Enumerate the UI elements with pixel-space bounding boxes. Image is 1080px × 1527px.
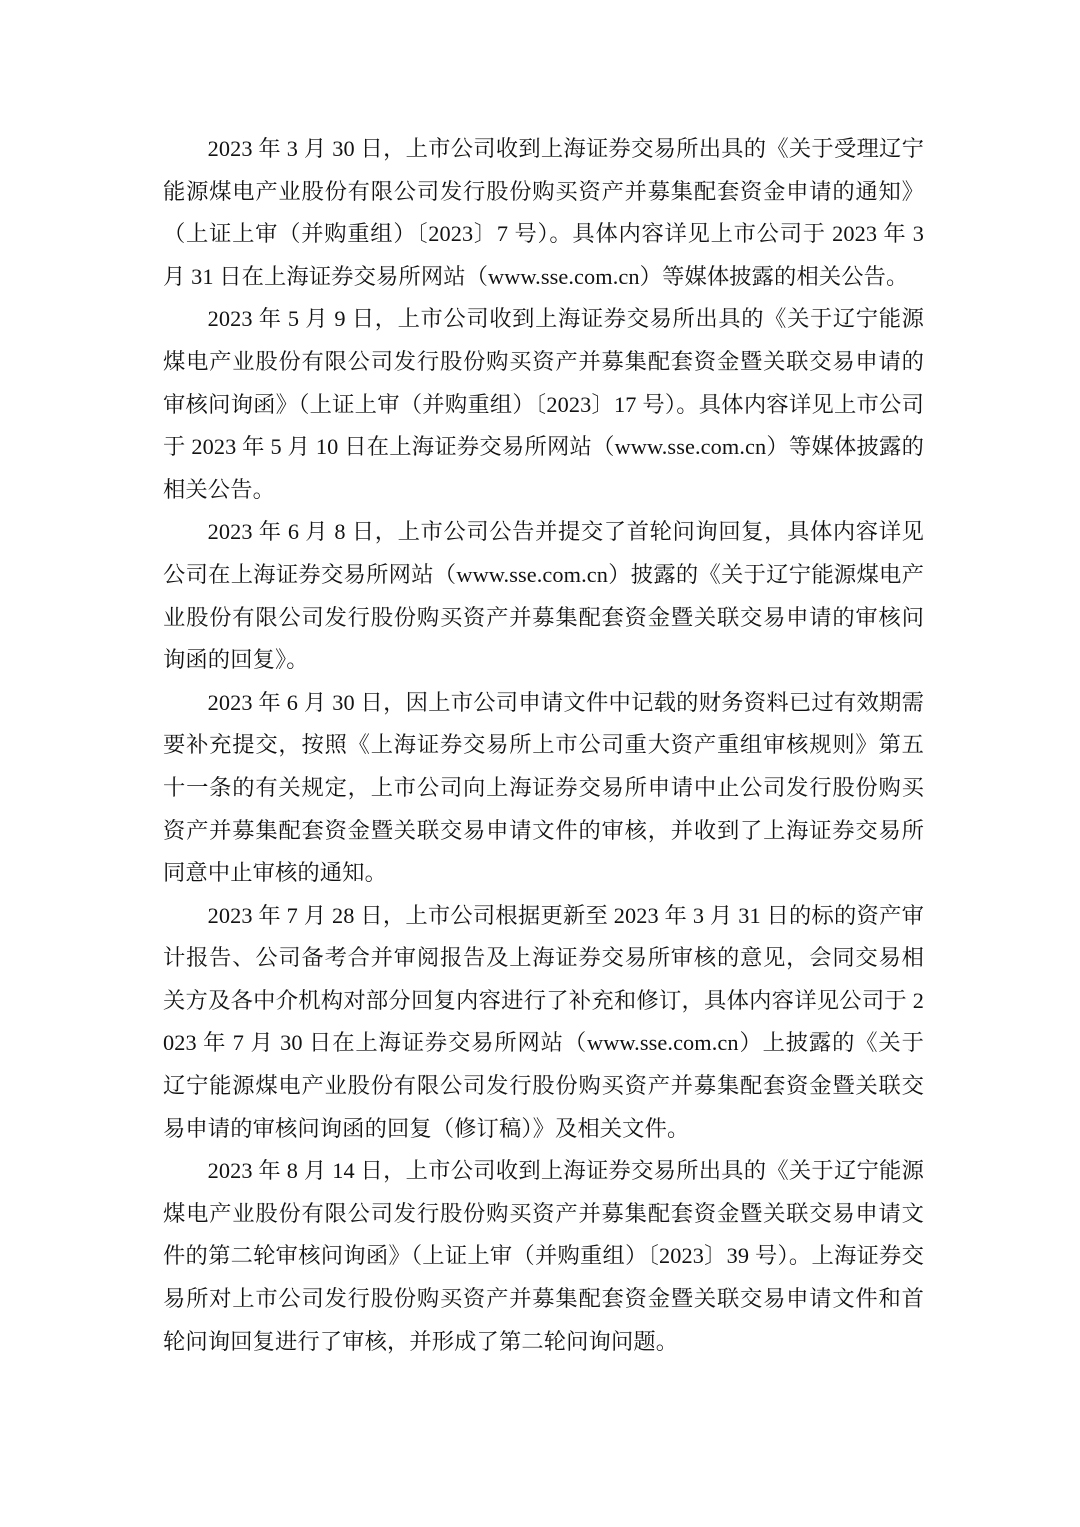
- paragraph-2023-07-28: 2023 年 7 月 28 日，上市公司根据更新至 2023 年 3 月 31 日的标的资产审计报告、公司备考合并审阅报告及上海证券交易所审核的意见，会同交易相关方及各中介机构对部分回复内容进行了补充和修订，具体内容详见公司于 2023 年 7 月 30 日在上海证券交易所网站（www.sse.com.cn）上披露的《关于辽宁能源煤电产业股份有限公司发行股份购买资产并募集配套资金暨关联交易申请的审核问询函的回复（修订稿）》及相关文件。: [163, 902, 924, 1141]
- paragraph-2023-06-30: 2023 年 6 月 30 日，因上市公司申请文件中记载的财务资料已过有效期需要补充提交，按照《上海证券交易所上市公司重大资产重组审核规则》第五十一条的有关规定，上市公司向上海证券交易所申请中止公司发行股份购买资产并募集配套资金暨关联交易申请文件的审核，并收到了上海证券交易所同意中止审核的通知。: [163, 689, 924, 886]
- paragraph-2023-05-09: 2023 年 5 月 9 日，上市公司收到上海证券交易所出具的《关于辽宁能源煤电产业股份有限公司发行股份购买资产并募集配套资金暨关联交易申请的审核问询函》（上证上审（并购重组）〔2023〕17 号）。具体内容详见上市公司于 2023 年 5 月 10 日在上海证券交易所网站（www.sse.com.cn）等媒体披露的相关公告。: [163, 306, 924, 502]
- paragraph-2023-03-30: 2023 年 3 月 30 日，上市公司收到上海证券交易所出具的《关于受理辽宁能源煤电产业股份有限公司发行股份购买资产并募集配套资金申请的通知》（上证上审（并购重组）〔2023〕7 号）。具体内容详见上市公司于 2023 年 3 月 31 日在上海证券交易所网站（www.sse.com.cn）等媒体披露的相关公告。: [163, 136, 924, 289]
- paragraph-2023-08-14: 2023 年 8 月 14 日，上市公司收到上海证券交易所出具的《关于辽宁能源煤电产业股份有限公司发行股份购买资产并募集配套资金暨关联交易申请文件的第二轮审核问询函》（上证上审（并购重组）〔2023〕39 号）。上海证券交易所对上市公司发行股份购买资产并募集配套资金暨关联交易申请文件和首轮问询回复进行了审核，并形成了第二轮问询问题。: [163, 1158, 924, 1354]
- paragraph-2023-06-08: 2023 年 6 月 8 日，上市公司公告并提交了首轮问询回复，具体内容详见公司在上海证券交易所网站（www.sse.com.cn）披露的《关于辽宁能源煤电产业股份有限公司发行股份购买资产并募集配套资金暨关联交易申请的审核问询函的回复》。: [163, 519, 924, 673]
